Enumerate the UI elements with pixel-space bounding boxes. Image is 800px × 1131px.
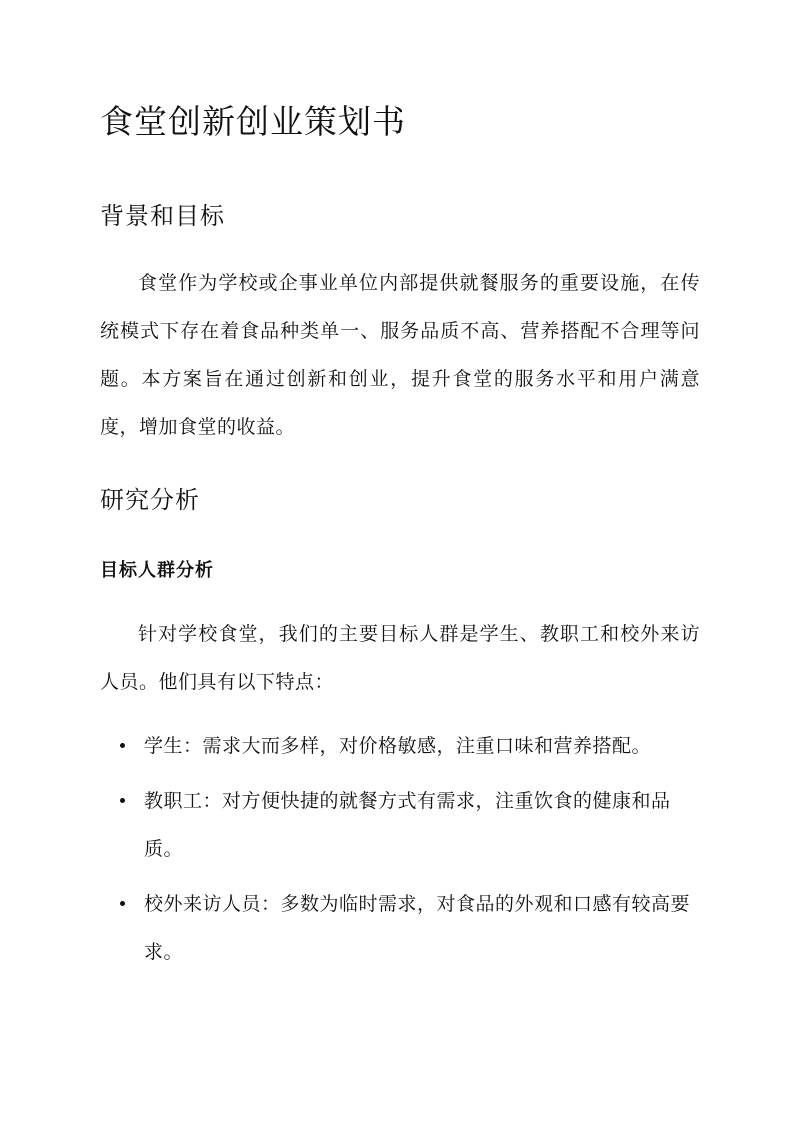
- bullet-text-visitors: 校外来访人员：多数为临时需求，对食品的外观和口感有较高要求。: [144, 893, 691, 963]
- audience-bullet-list: [100, 722, 700, 983]
- list-item: [100, 777, 700, 873]
- list-item: [100, 880, 700, 976]
- bullet-text-students: 学生：需求大而多样，对价格敏感，注重口味和营养搭配。: [144, 735, 652, 757]
- paragraph-target-audience: 针对学校食堂，我们的主要目标人群是学生、教职工和校外来访人员。他们具有以下特点：: [100, 623, 700, 693]
- heading-target-audience: 目标人群分析: [100, 560, 214, 581]
- bullet-dot-icon: [120, 743, 125, 748]
- document-title: 食堂创新创业策划书: [100, 102, 406, 141]
- heading-background-goals: 背景和目标: [100, 202, 225, 230]
- bullet-dot-icon: [120, 901, 125, 906]
- bullet-dot-icon: [120, 798, 125, 803]
- heading-research-analysis: 研究分析: [100, 486, 200, 514]
- paragraph-background: 食堂作为学校或企事业单位内部提供就餐服务的重要设施，在传统模式下存在着食品种类单一、服务品质不高、营养搭配不合理等问题。本方案旨在通过创新和创业，提升食堂的服务水平和用户满意度，增加食堂的收益。: [100, 272, 700, 438]
- bullet-text-staff: 教职工：对方便快捷的就餐方式有需求，注重饮食的健康和品质。: [144, 790, 671, 860]
- list-item: [100, 722, 700, 770]
